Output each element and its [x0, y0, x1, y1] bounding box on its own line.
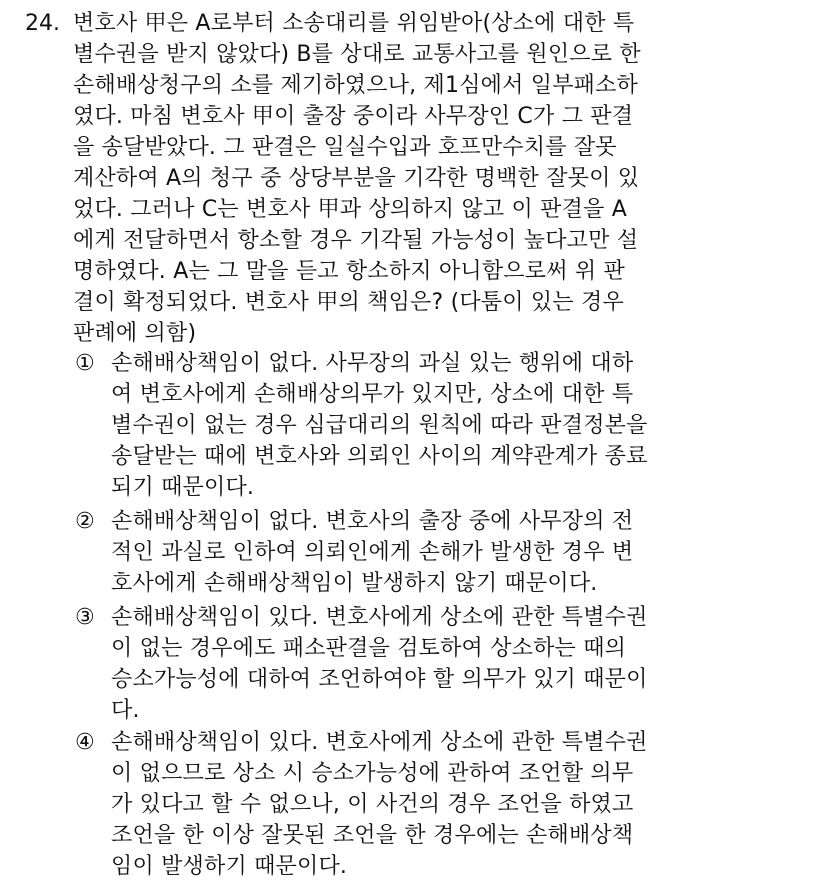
- question-line: 을 송달받았다. 그 판결은 일실수입과 호프만수치를 잘못: [73, 135, 617, 160]
- choice-line: 승소가능성에 대하여 조언하여야 할 의무가 있기 때문이: [111, 667, 648, 692]
- choice-marker: ③: [75, 605, 95, 630]
- choice-line: 손해배상책임이 있다. 변호사에게 상소에 관한 특별수권: [111, 605, 648, 630]
- choice-text: [111, 727, 821, 882]
- choice-line: 임이 발생하기 때문이다.: [111, 854, 348, 879]
- choice-line: 여 변호사에게 손해배상의무가 있지만, 상소에 대한 특: [111, 382, 634, 407]
- question-line: 명하였다. A는 그 말을 듣고 항소하지 아니함으로써 위 판: [73, 259, 625, 284]
- choice-marker: ④: [75, 730, 95, 755]
- question-line: 에게 전달하면서 항소할 경우 기각될 가능성이 높다고만 설: [73, 228, 639, 253]
- question-line: 변호사 甲은 A로부터 소송대리를 위임받아(상소에 대한 특: [73, 11, 635, 36]
- choice-line: 별수권이 없는 경우 심급대리의 원칙에 따라 판결정본을: [111, 413, 648, 438]
- question-line: 였다. 마침 변호사 甲이 출장 중이라 사무장인 C가 그 판결: [73, 104, 634, 129]
- choice-line: 다.: [111, 698, 140, 723]
- question-line: 손해배상청구의 소를 제기하였으나, 제1심에서 일부패소하: [73, 73, 639, 98]
- choice-line: 조언을 한 이상 잘못된 조언을 한 경우에는 손해배상책: [111, 823, 634, 848]
- question-line: 결이 확정되었다. 변호사 甲의 책임은? (다툼이 있는 경우: [73, 290, 624, 315]
- choice-marker: ②: [75, 509, 95, 534]
- question-line: 판례에 의함): [73, 321, 197, 346]
- choice-line: 되기 때문이다.: [111, 475, 255, 500]
- question-line: 계산하여 A의 청구 중 상당부분을 기각한 명백한 잘못이 있: [73, 166, 640, 191]
- choice-text: [111, 348, 821, 503]
- choice-line: 가 있다고 할 수 없으나, 이 사건의 경우 조언을 하였고: [111, 792, 634, 817]
- choice-text: [111, 506, 821, 599]
- choice-line: 이 없는 경우에도 패소판결을 검토하여 상소하는 때의: [111, 636, 627, 661]
- choice-line: 송달받는 때에 변호사와 의뢰인 사이의 계약관계가 종료: [111, 444, 648, 469]
- choice-line: 호사에게 손해배상책임이 발생하지 않기 때문이다.: [111, 571, 598, 596]
- choice-line: 이 없으므로 상소 시 승소가능성에 관하여 조언할 의무: [111, 761, 634, 786]
- choice-line: 손해배상책임이 없다. 사무장의 과실 있는 행위에 대하: [111, 351, 634, 376]
- choice-text: [111, 602, 821, 726]
- question-line: 었다. 그러나 C는 변호사 甲과 상의하지 않고 이 판결을 A: [73, 197, 627, 222]
- question-line: 별수권을 받지 않았다) B를 상대로 교통사고를 원인으로 한: [73, 42, 641, 67]
- choice-marker: ①: [75, 351, 95, 376]
- question-number: 24.: [25, 11, 60, 36]
- choice-line: 적인 과실로 인하여 의뢰인에게 손해가 발생한 경우 변: [111, 540, 634, 565]
- choice-line: 손해배상책임이 있다. 변호사에게 상소에 관한 특별수권: [111, 730, 648, 755]
- question-stem: [73, 8, 823, 349]
- choice-line: 손해배상책임이 없다. 변호사의 출장 중에 사무장의 전: [111, 509, 634, 534]
